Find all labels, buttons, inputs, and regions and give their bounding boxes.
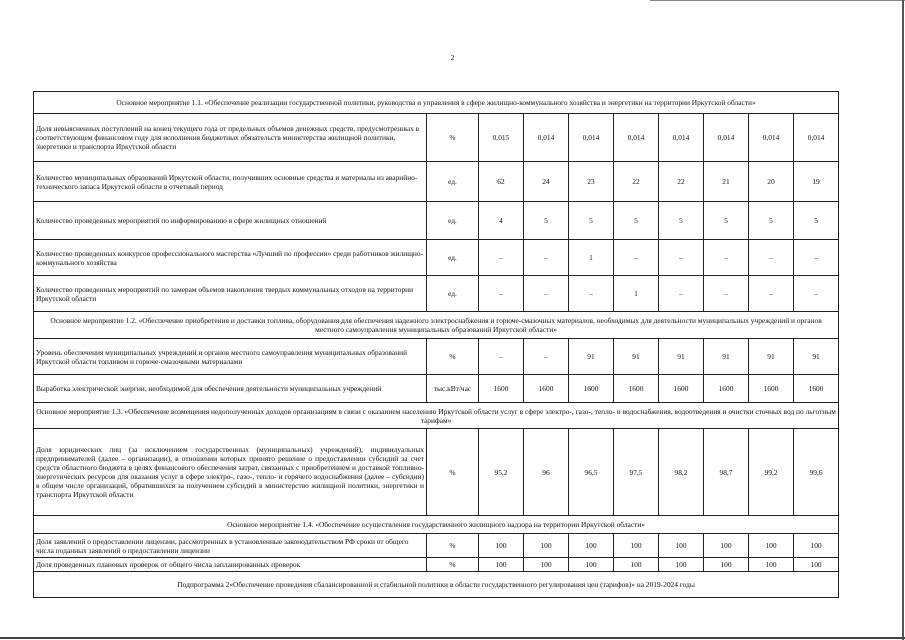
indicator-value: 0,014 [704,114,749,162]
indicator-value: 22 [659,162,704,202]
table-row [34,429,839,516]
indicator-value: – [614,240,659,276]
section-heading: Основное мероприятие 1.4. «Обеспечение осуществления государственного жилищного надзора на территории Иркутской области» [34,516,839,534]
section-heading: Основное мероприятие 1.3. «Обеспечение возмещения недополученных доходов организациям в связи с оказанием населению Иркутской области услуг в сфере электро-, газо-, тепло- и водоснабжения, водоотведения и очистки сточных вод по льготным тарифам» [34,403,839,429]
indicator-value: 100 [569,534,614,558]
indicator-value: 1600 [794,375,839,403]
indicator-value: 0,015 [479,114,524,162]
indicator-value: 100 [704,558,749,572]
indicator-name: Выработка электрической энергии, необходимой для обеспечения деятельности муниципальных учреждений [34,375,427,403]
indicator-value: 99,2 [749,429,794,516]
indicator-value: 5 [749,202,794,240]
indicator-name: Доля юридических лиц (за исключением государственных (муниципальных) учреждений), индивидуальных предпринимателей (далее – организации), в отношении которых принято решение о предоставлении субсидий за счет средств областного бюджета в целях финансового обеспечения затрат, связанных с приобретением и доставкой топливно-энергетических ресурсов для оказания услуг в сфере электро-, газо-, тепло- и горячего водоснабжения (далее – субсидии) в общем числе организаций, обратившихся за получением субсидий в министерство жилищной политики, энергетики и транспорта Иркутской области [34,429,427,516]
section-heading: Основное мероприятие 1.1. «Обеспечение реализации государственной политики, руководства и управления в сфере жилищно-коммунального хозяйства и энергетики на территории Иркутской области» [34,92,839,114]
table-row [34,202,839,240]
indicator-value: 100 [659,558,704,572]
indicator-unit: % [427,429,479,516]
indicator-value: 1 [614,276,659,312]
indicator-value: 100 [479,534,524,558]
indicator-value: 5 [524,202,569,240]
indicator-unit: ед. [427,276,479,312]
table-row [34,162,839,202]
indicator-value: 5 [614,202,659,240]
indicator-value: 91 [704,339,749,375]
indicator-value: – [479,240,524,276]
indicator-value: 23 [569,162,614,202]
indicator-value: 0,014 [794,114,839,162]
subprogram-heading: Подпрограмма 2«Обеспечение проведения сбалансированной и стабильной политики в области государственного регулирования цен (тарифов)» на 2019-2024 годы [34,572,839,598]
indicator-value: – [524,339,569,375]
indicator-value: 5 [704,202,749,240]
indicator-value: 96 [524,429,569,516]
indicator-value: 0,014 [569,114,614,162]
indicator-value: 99,6 [794,429,839,516]
indicator-name: Доля невыясненных поступлений на конец текущего года от предельных объемов денежных средств, предусмотренных в соответствующем финансовом году для исполнения бюджетных обязательств министерства жилищной политики, энергетики и транспорта Иркутской области [34,114,427,162]
indicator-unit: ед. [427,240,479,276]
indicator-name: Уровень обеспечения муниципальных учреждений и органов местного самоуправления муниципальных образований Иркутской области топливом и горюче-смазочными материалами [34,339,427,375]
indicator-name: Количество проведенных мероприятий по замерам объемов накопления твердых коммунальных отходов на территории Иркутской области [34,276,427,312]
indicator-value: 91 [794,339,839,375]
indicator-unit: % [427,534,479,558]
indicator-name: Количество проведенных конкурсов профессионального мастерства «Лучший по профессии» среди работников жилищно-коммунального хозяйства [34,240,427,276]
indicator-value: 91 [749,339,794,375]
indicator-value: 98,7 [704,429,749,516]
page-number: 2 [450,54,455,62]
indicator-value: 5 [659,202,704,240]
indicator-value: 95,2 [479,429,524,516]
indicator-value: 20 [749,162,794,202]
indicator-value: 97,5 [614,429,659,516]
indicator-value: 100 [794,534,839,558]
scan-edge-top [650,0,905,1]
indicator-name: Количество проведенных мероприятий по информированию в сфере жилищных отношений [34,202,427,240]
indicator-value: 100 [749,534,794,558]
section-heading-row [34,312,839,339]
indicator-unit: тыс.кВт/час [427,375,479,403]
indicator-value: 1 [569,240,614,276]
indicator-value: 19 [794,162,839,202]
indicator-value: – [794,240,839,276]
indicator-value: 100 [479,558,524,572]
indicator-value: 0,014 [524,114,569,162]
indicator-unit: % [427,339,479,375]
indicator-value: 4 [479,202,524,240]
indicator-value: 1600 [614,375,659,403]
indicator-unit: % [427,114,479,162]
indicator-value: – [704,240,749,276]
indicator-value: 100 [704,534,749,558]
indicator-value: – [479,276,524,312]
table-row [34,276,839,312]
indicator-value: 100 [794,558,839,572]
indicator-value: 0,014 [614,114,659,162]
indicator-value: 100 [524,558,569,572]
indicator-name: Доля проведенных плановых проверок от общего числа запланированных проверок [34,558,427,572]
indicator-value: 1600 [749,375,794,403]
indicator-value: 22 [614,162,659,202]
indicator-value: 100 [614,534,659,558]
indicator-value: 91 [614,339,659,375]
scan-edge-bottom [0,637,905,639]
indicator-name: Доля заявлений о предоставлении лицензии, рассмотренных в установленные законодательством РФ сроки от общего числа поданных заявлений о предоставлении лицензии [34,534,427,558]
table-row [34,240,839,276]
indicator-value: 96,5 [569,429,614,516]
indicator-unit: ед. [427,162,479,202]
indicator-value: 91 [659,339,704,375]
section-heading-row [34,403,839,429]
section-heading-row [34,516,839,534]
scan-edge-right [902,0,904,640]
indicator-value: 98,2 [659,429,704,516]
indicator-unit: ед. [427,202,479,240]
indicators-table [33,91,839,598]
indicator-value: – [659,240,704,276]
indicator-value: 1600 [524,375,569,403]
indicator-value: 100 [749,558,794,572]
table-row [34,339,839,375]
indicator-value: 100 [659,534,704,558]
section-heading: Основное мероприятие 1.2. «Обеспечение приобретения и доставки топлива, оборудования для обеспечения надежного электроснабжения и горюче-смазочных материалов, необходимых для деятельности муниципальных учреждений и органов местного самоуправления муниципальных образований Иркутской области» [34,312,839,339]
indicator-value: 1600 [659,375,704,403]
table-row [34,375,839,403]
indicator-value: – [749,240,794,276]
subprogram-heading-row [34,572,839,598]
indicator-value: – [524,276,569,312]
indicator-value: 5 [794,202,839,240]
indicator-value: – [479,339,524,375]
indicator-value: 5 [569,202,614,240]
indicator-value: 100 [524,534,569,558]
indicator-unit: % [427,558,479,572]
indicator-value: – [569,276,614,312]
indicator-value: – [749,276,794,312]
indicator-value: 91 [569,339,614,375]
indicator-value: 62 [479,162,524,202]
indicator-value: 1600 [479,375,524,403]
indicator-value: 21 [704,162,749,202]
indicator-value: 1600 [569,375,614,403]
indicator-value: – [524,240,569,276]
indicator-value: 100 [569,558,614,572]
indicator-value: 24 [524,162,569,202]
indicator-value: – [704,276,749,312]
table-row [34,558,839,572]
indicator-value: – [659,276,704,312]
indicator-name: Количество муниципальных образований Иркутской области, получивших основные средства и материалы из аварийно-технического запаса Иркутской области в отчетный период [34,162,427,202]
indicator-value: – [794,276,839,312]
indicator-value: 0,014 [659,114,704,162]
section-heading-row [34,92,839,114]
indicator-value: 1600 [704,375,749,403]
table-row [34,534,839,558]
indicator-value: 100 [614,558,659,572]
table-row [34,114,839,162]
indicator-value: 0,014 [749,114,794,162]
